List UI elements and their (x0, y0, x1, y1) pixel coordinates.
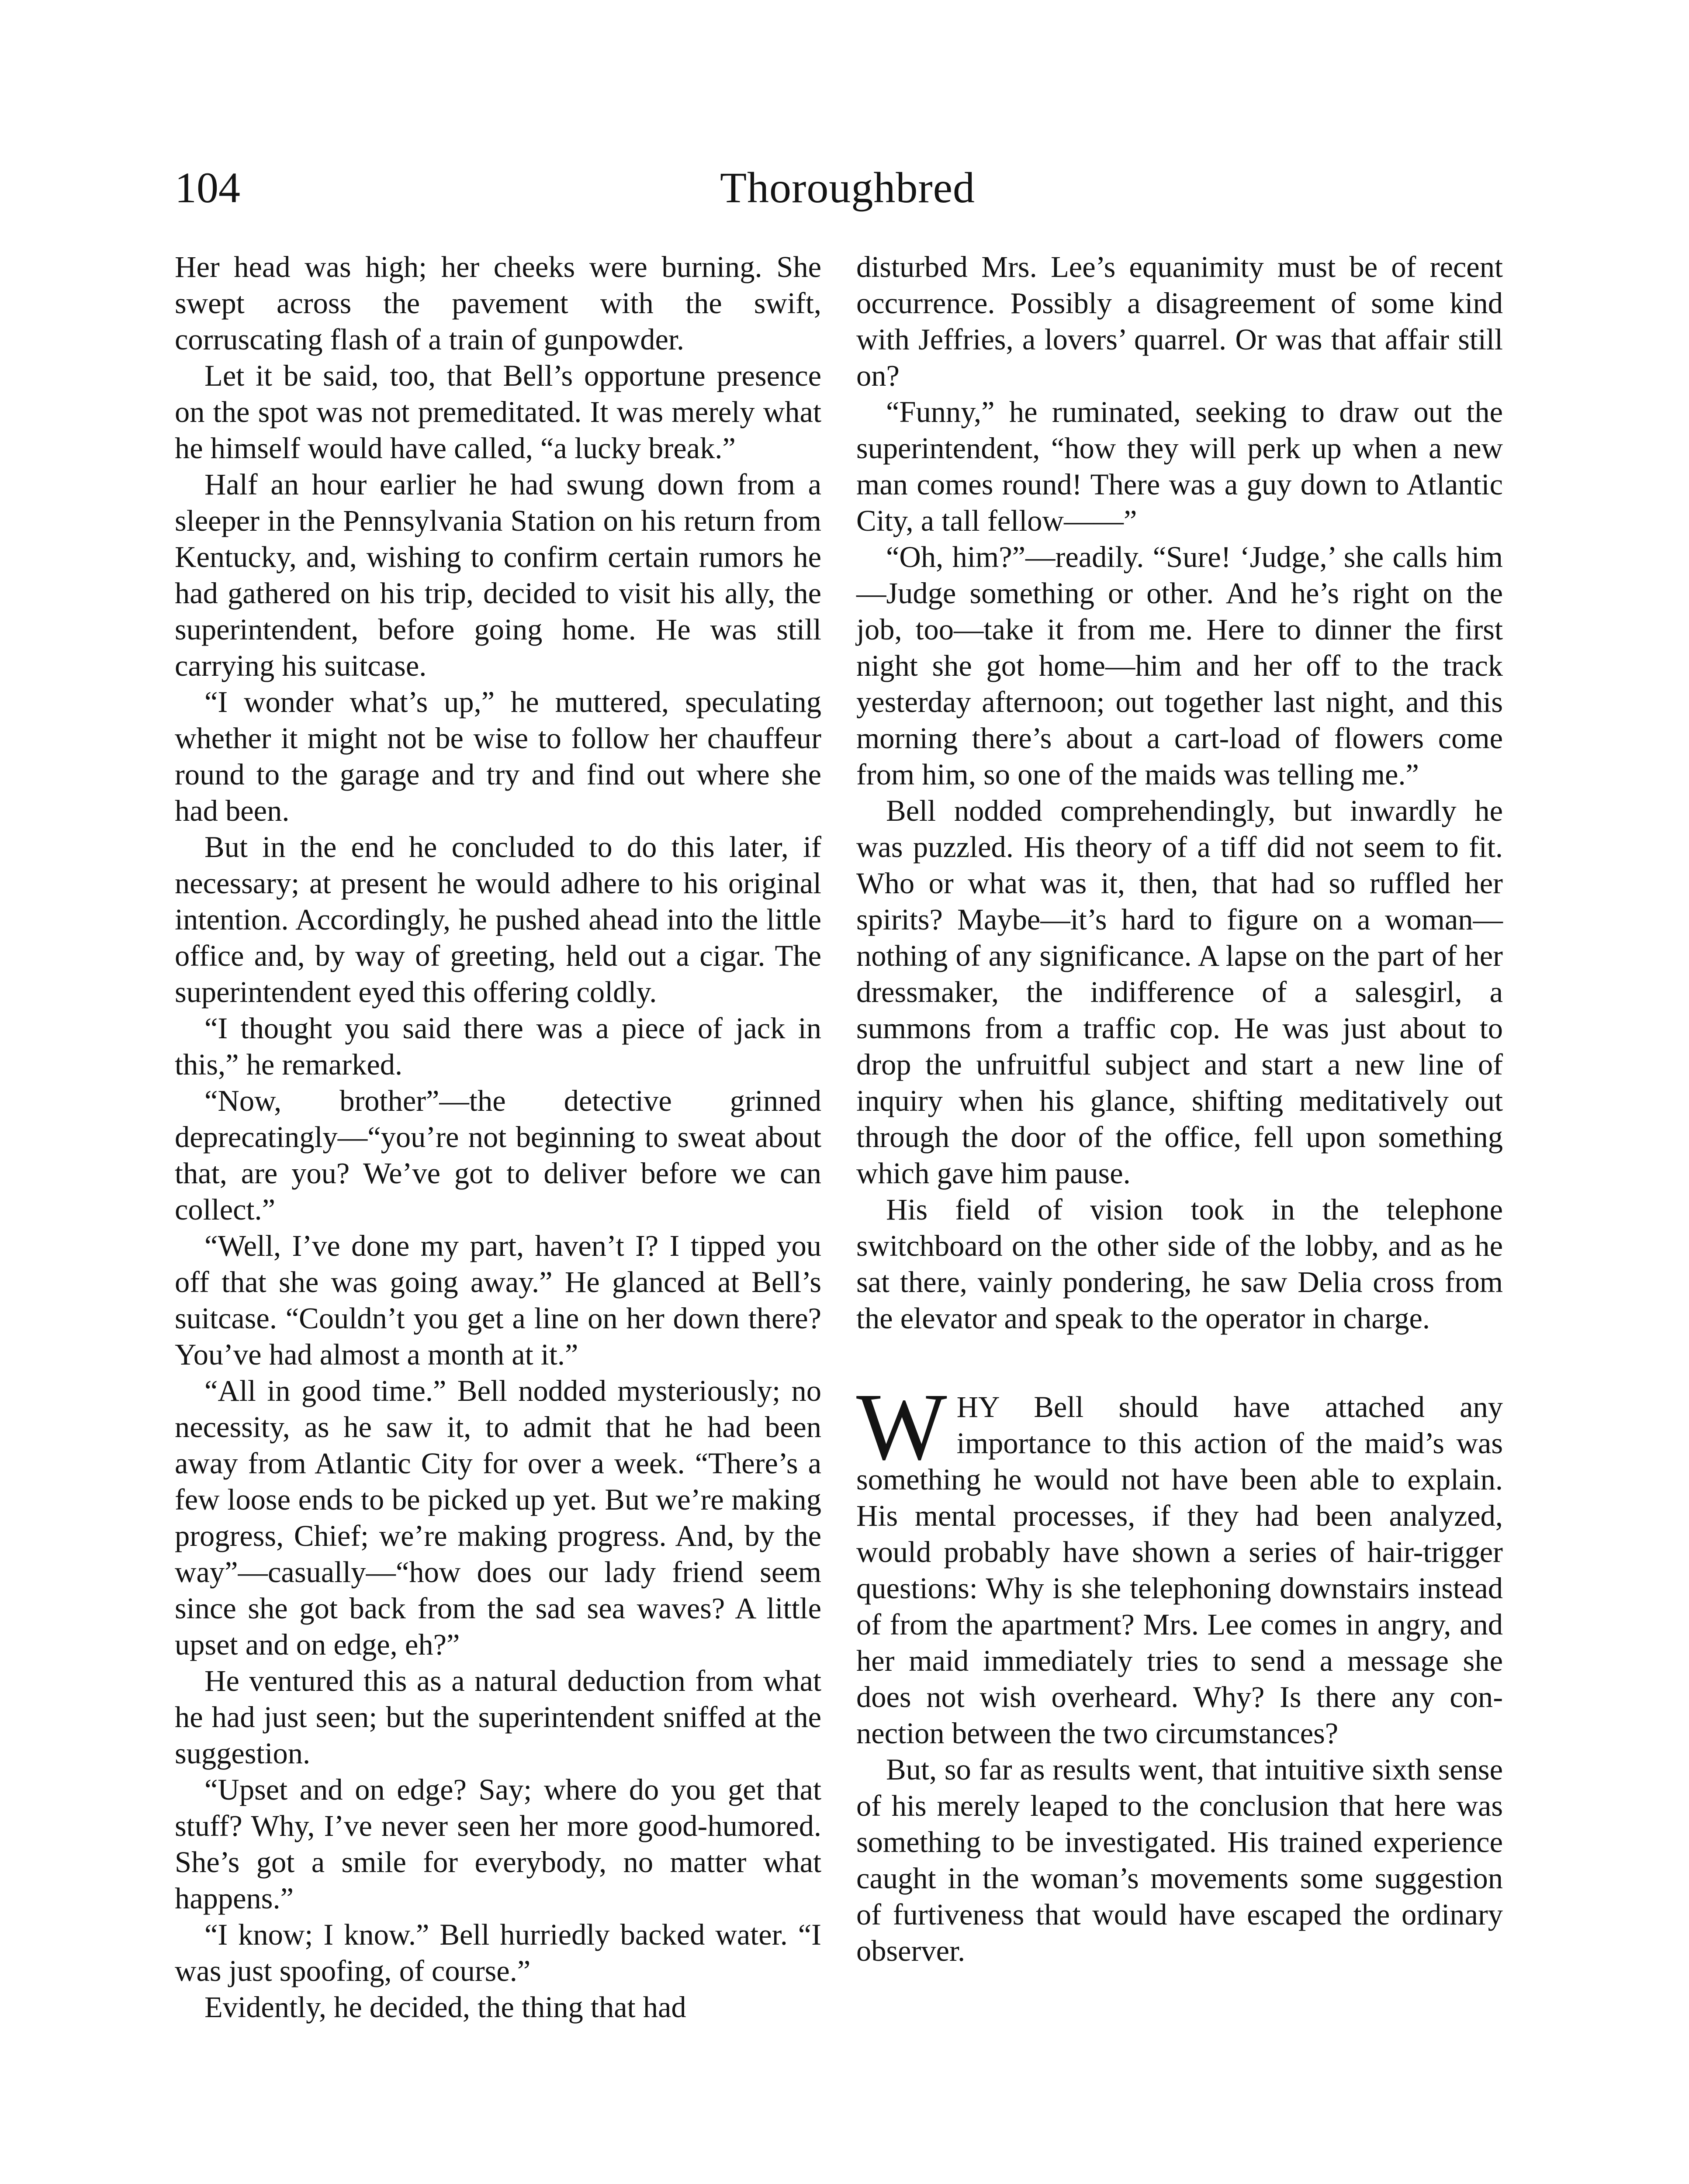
paragraph: His field of vision took in the telephone switchboard on the other side of the lobby, and as he sat there, vainly pondering, he saw Delia cross from the elevator and speak to the operator in charge. (856, 1193, 1503, 1335)
paragraph: “Upset and on edge? Say; where do you get that stuff? Why, I’ve never seen her more good-humored. She’s got a smile for everybody, no matter what happens.” (175, 1773, 821, 1915)
paragraph: “Well, I’ve done my part, haven’t I? I tipped you off that she was going away.” He glanced at Bell’s suitcase. “Couldn’t you get a line on her down there? You’ve had almost a month at it.” (175, 1229, 821, 1371)
paragraph: Let it be said, too, that Bell’s opportune presence on the spot was not premeditated. It was merely what he himself would have called, “a lucky break.” (175, 359, 821, 465)
paragraph: “I know; I know.” Bell hurriedly backed water. “I was just spoofing, of course.” (175, 1918, 821, 1987)
paragraph: “I wonder what’s up,” he muttered, speculating whether it might not be wise to follow her chauffeur round to the garage and try and find out where she had been. (175, 685, 821, 827)
paragraph: “All in good time.” Bell nodded mysteriously; no necessity, as he saw it, to admit that he had been away from Atlantic City for over a week. “There’s a few loose ends to be picked up yet. But we’re making progress, Chief; we’re making progress. And, by the way”—casually—“how does our lady friend seem since she got back from the sad sea waves? A little upset and on edge, eh?” (175, 1374, 821, 1661)
paragraph: “I thought you said there was a piece of jack in this,” he remarked. (175, 1012, 821, 1081)
paragraph-continuation: disturbed Mrs. Lee’s equanimity must be of recent occurrence. Possibly a disagreement of some kind with Jeffries, a lovers’ quarrel. Or was that affair still on? (856, 250, 1503, 392)
paragraph: But in the end he concluded to do this later, if necessary; at present he would adhere to his original intention. Accordingly, he pushed ahead into the little office and, by way of greeting, held out a cigar. The superintendent eyed this offering coldly. (175, 830, 821, 1009)
running-title: Thoroughbred (720, 163, 976, 212)
section-start-paragraph (856, 1373, 1503, 1752)
left-column (175, 249, 821, 2025)
drop-cap: W (856, 1373, 947, 1480)
right-column (856, 249, 1503, 1969)
paragraph: “Oh, him?”—readily. “Sure! ‘Judge,’ she calls him—Judge something or other. And he’s right on the job, too—take it from me. Here to dinner the first night she got home—him and her off to the track yesterday afternoon; out together last night, and this morning there’s about a cart-load of flowers come from him, so one of the maids was telling me.” (856, 540, 1503, 791)
paragraph: But, so far as results went, that intuitive sixth sense of his merely leaped to the conclusion that here was something to be investigated. His trained experience caught in the woman’s movements some suggestion of furtiveness that would have escaped the ordinary observer. (856, 1753, 1503, 1967)
paragraph: Her head was high; her cheeks were burning. She swept across the pavement with the swift, corruscating flash of a train of gunpowder. (175, 250, 821, 356)
paragraph: “Now, brother”—the detective grinned deprecatingly—“you’re not beginning to sweat about that, are you? We’ve got to deliver before we can collect.” (175, 1084, 821, 1226)
paragraph: Bell nodded comprehendingly, but inwardly he was puzzled. His theory of a tiff did not seem to fit. Who or what was it, then, that had so ruffled her spirits? Maybe—it’s hard to figure on a woman—nothing of any significance. A lapse on the part of her dressmaker, the indifference of a salesgirl, a summons from a traffic cop. He was just about to drop the unfruitful subject and start a new line of inquiry when his glance, shifting meditatively out through the door of the office, fell upon something which gave him pause. (856, 794, 1503, 1190)
page-number: 104 (175, 163, 240, 212)
paragraph: Evidently, he decided, the thing that had (204, 1990, 686, 2024)
paragraph: He ventured this as a natural deduction from what he had just seen; but the superintendent sniffed at the suggestion. (175, 1664, 821, 1770)
paragraph: Half an hour earlier he had swung down from a sleeper in the Pennsylvania Station on his return from Kentucky, and, wishing to confirm certain rumors he had gathered on his trip, decided to visit his ally, the superintendent, before going home. He was still carrying his suitcase. (175, 468, 821, 682)
paragraph: “Funny,” he ruminated, seeking to draw out the superintendent, “how they will perk up when a new man comes round! There was a guy down to Atlantic City, a tall fellow——” (856, 395, 1503, 537)
section-start-text: HY Bell should have attached any importance to this action of the maid’s was something he would not have been able to explain. His mental processes, if they had been analyzed, would probably have shown a series of hair-trigger questions: Why is she telephoning downstairs instead of from the apartment? Mrs. Lee comes in angry, and her maid immediately tries to send a message she does not wish overheard. Why? Is there any connection between the two circumstances? (856, 1390, 1503, 1750)
page-header (175, 157, 1520, 218)
